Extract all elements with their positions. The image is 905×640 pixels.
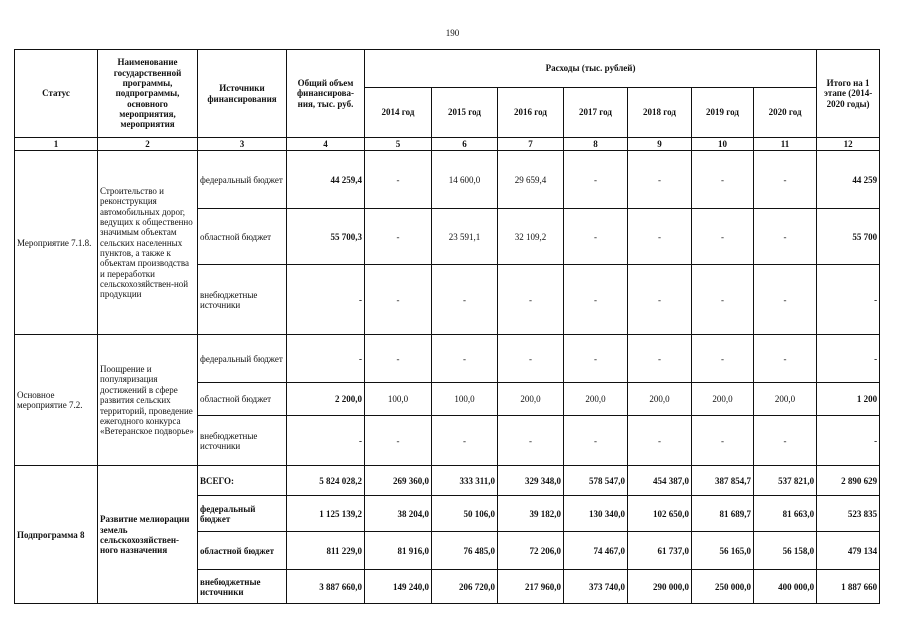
header-year: 2017 год — [564, 88, 628, 138]
cell-total: 5 824 028,2 — [287, 466, 365, 496]
cell-year: - — [498, 335, 564, 383]
header-status: Статус — [15, 50, 98, 138]
cell-year: - — [432, 265, 498, 335]
cell-year: - — [692, 209, 754, 265]
cell-total: 2 200,0 — [287, 383, 365, 416]
row-source: федеральный бюджет — [198, 335, 287, 383]
cell-year: - — [498, 265, 564, 335]
cell-total: 44 259,4 — [287, 151, 365, 209]
cell-year: - — [692, 416, 754, 466]
cell-total: 1 125 139,2 — [287, 496, 365, 532]
cell-year: - — [432, 416, 498, 466]
budget-table — [14, 49, 880, 604]
cell-year: 250 000,0 — [692, 570, 754, 604]
cell-year: 56 158,0 — [754, 532, 817, 570]
cell-year: - — [754, 265, 817, 335]
cell-year: - — [365, 335, 432, 383]
cell-total: - — [287, 335, 365, 383]
cell-year: 39 182,0 — [498, 496, 564, 532]
header-year: 2014 год — [365, 88, 432, 138]
cell-year: 81 916,0 — [365, 532, 432, 570]
cell-year: 333 311,0 — [432, 466, 498, 496]
cell-year: - — [365, 265, 432, 335]
header-name: Наименование государственной программы, подпрограммы, основного мероприятия, мероприятия — [98, 50, 198, 138]
header-year: 2016 год — [498, 88, 564, 138]
cell-year: 217 960,0 — [498, 570, 564, 604]
row-source: федеральный бюджет — [198, 496, 287, 532]
cell-year: - — [628, 209, 692, 265]
cell-stage-total: 1 887 660 — [817, 570, 880, 604]
cell-year: 200,0 — [754, 383, 817, 416]
cell-year: 74 467,0 — [564, 532, 628, 570]
cell-year: - — [754, 416, 817, 466]
table-row — [15, 151, 880, 209]
header-stage-total: Итого на 1 этапе (2014-2020 годы) — [817, 50, 880, 138]
row-source: внебюджетные источники — [198, 570, 287, 604]
cell-year: - — [365, 151, 432, 209]
column-number: 9 — [628, 138, 692, 151]
cell-year: - — [692, 335, 754, 383]
column-number: 12 — [817, 138, 880, 151]
header-expenses: Расходы (тыс. рублей) — [365, 50, 817, 88]
cell-year: 76 485,0 — [432, 532, 498, 570]
column-number: 3 — [198, 138, 287, 151]
cell-year: 38 204,0 — [365, 496, 432, 532]
cell-stage-total: 2 890 629 — [817, 466, 880, 496]
header-year: 2018 год — [628, 88, 692, 138]
cell-year: 61 737,0 — [628, 532, 692, 570]
table-row — [15, 335, 880, 383]
cell-year: 102 650,0 — [628, 496, 692, 532]
cell-year: - — [692, 265, 754, 335]
cell-stage-total: - — [817, 335, 880, 383]
row-status: Основное мероприятие 7.2. — [15, 335, 98, 466]
cell-year: 72 206,0 — [498, 532, 564, 570]
cell-year: - — [628, 151, 692, 209]
cell-year: 206 720,0 — [432, 570, 498, 604]
cell-year: - — [564, 416, 628, 466]
column-number: 10 — [692, 138, 754, 151]
cell-stage-total: - — [817, 416, 880, 466]
column-number: 4 — [287, 138, 365, 151]
cell-year: 400 000,0 — [754, 570, 817, 604]
header-total-volume: Общий объем финансирова-ния, тыс. руб. — [287, 50, 365, 138]
cell-year: 329 348,0 — [498, 466, 564, 496]
cell-year: - — [432, 335, 498, 383]
row-source: внебюджетные источники — [198, 265, 287, 335]
row-source: федеральный бюджет — [198, 151, 287, 209]
cell-year: 81 689,7 — [692, 496, 754, 532]
column-number: 2 — [98, 138, 198, 151]
cell-stage-total: 523 835 — [817, 496, 880, 532]
column-number: 7 — [498, 138, 564, 151]
cell-year: 100,0 — [432, 383, 498, 416]
cell-year: - — [628, 265, 692, 335]
cell-total: 811 229,0 — [287, 532, 365, 570]
cell-year: - — [564, 265, 628, 335]
cell-year: 200,0 — [498, 383, 564, 416]
cell-year: 130 340,0 — [564, 496, 628, 532]
cell-year: 269 360,0 — [365, 466, 432, 496]
cell-year: 290 000,0 — [628, 570, 692, 604]
cell-year: - — [692, 151, 754, 209]
cell-year: - — [754, 335, 817, 383]
cell-year: - — [628, 335, 692, 383]
header-year: 2015 год — [432, 88, 498, 138]
cell-stage-total: - — [817, 265, 880, 335]
cell-stage-total: 44 259 — [817, 151, 880, 209]
cell-year: - — [365, 416, 432, 466]
cell-year: 200,0 — [692, 383, 754, 416]
cell-year: 387 854,7 — [692, 466, 754, 496]
row-status: Мероприятие 7.1.8. — [15, 151, 98, 335]
column-number: 6 — [432, 138, 498, 151]
row-source: областной бюджет — [198, 532, 287, 570]
cell-year: 100,0 — [365, 383, 432, 416]
cell-total: - — [287, 265, 365, 335]
row-source: областной бюджет — [198, 383, 287, 416]
cell-year: - — [754, 209, 817, 265]
column-number: 8 — [564, 138, 628, 151]
column-number: 11 — [754, 138, 817, 151]
header-year: 2019 год — [692, 88, 754, 138]
cell-year: 81 663,0 — [754, 496, 817, 532]
cell-year: 56 165,0 — [692, 532, 754, 570]
header-sources: Источники финансирования — [198, 50, 287, 138]
row-name: Развитие мелиорации земель сельскохозяйствен-ного назначения — [98, 466, 198, 604]
cell-total: 3 887 660,0 — [287, 570, 365, 604]
cell-year: 200,0 — [628, 383, 692, 416]
cell-year: - — [564, 151, 628, 209]
row-name: Строительство и реконструкция автомобильных дорог, ведущих к общественно значимым объектам сельских населенных пунктов, а также к объектам производства и переработки сельскохозяйствен-ной продукции — [98, 151, 198, 335]
column-number: 1 — [15, 138, 98, 151]
cell-year: 373 740,0 — [564, 570, 628, 604]
header-year: 2020 год — [754, 88, 817, 138]
table-row — [15, 466, 880, 496]
cell-stage-total: 55 700 — [817, 209, 880, 265]
row-status: Подпрограмма 8 — [15, 466, 98, 604]
cell-year: 200,0 — [564, 383, 628, 416]
cell-year: 454 387,0 — [628, 466, 692, 496]
cell-year: - — [564, 209, 628, 265]
cell-total: - — [287, 416, 365, 466]
cell-year: 14 600,0 — [432, 151, 498, 209]
cell-stage-total: 1 200 — [817, 383, 880, 416]
cell-year: - — [628, 416, 692, 466]
cell-stage-total: 479 134 — [817, 532, 880, 570]
cell-year: 32 109,2 — [498, 209, 564, 265]
page-number: 190 — [445, 28, 460, 38]
cell-year: - — [564, 335, 628, 383]
cell-year: 23 591,1 — [432, 209, 498, 265]
column-number: 5 — [365, 138, 432, 151]
cell-year: - — [365, 209, 432, 265]
row-source: областной бюджет — [198, 209, 287, 265]
cell-year: 537 821,0 — [754, 466, 817, 496]
row-source: внебюджетные источники — [198, 416, 287, 466]
cell-year: 578 547,0 — [564, 466, 628, 496]
cell-year: 29 659,4 — [498, 151, 564, 209]
cell-total: 55 700,3 — [287, 209, 365, 265]
row-name: Поощрение и популяризация достижений в сфере развития сельских территорий, проведение ежегодного конкурса «Ветеранское подворье» — [98, 335, 198, 466]
cell-year: 50 106,0 — [432, 496, 498, 532]
cell-year: - — [498, 416, 564, 466]
row-source: ВСЕГО: — [198, 466, 287, 496]
cell-year: - — [754, 151, 817, 209]
cell-year: 149 240,0 — [365, 570, 432, 604]
